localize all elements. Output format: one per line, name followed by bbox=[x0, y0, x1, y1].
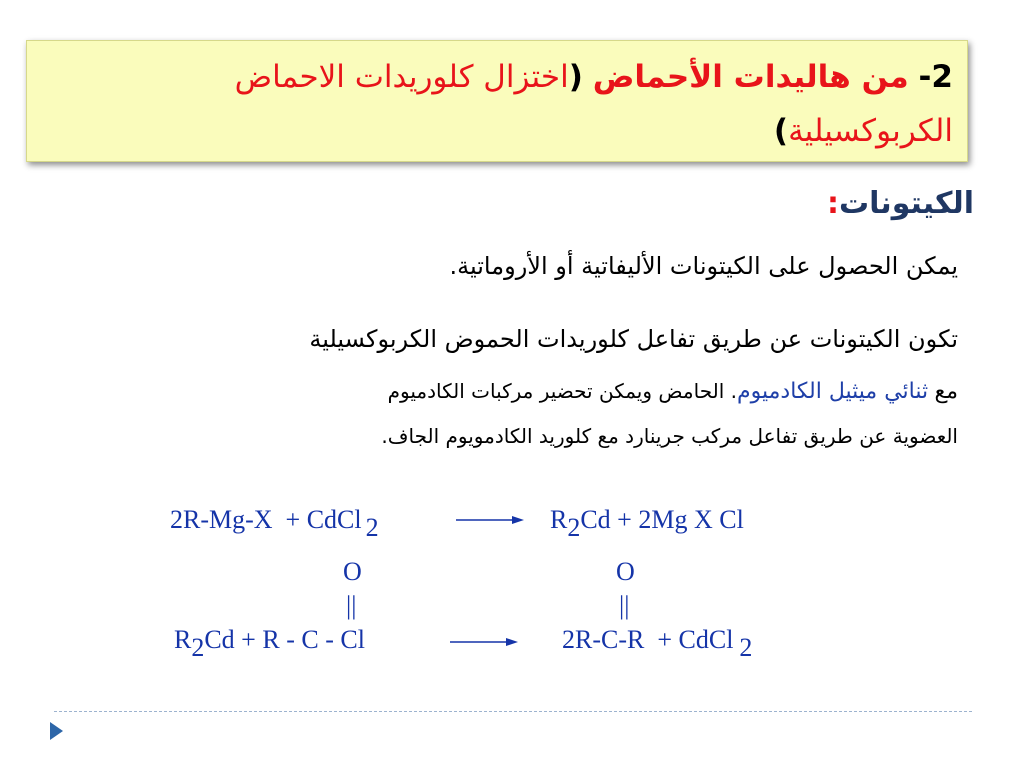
section-heading-colon: : bbox=[827, 186, 840, 221]
eq1-arrow-head bbox=[512, 516, 524, 524]
eq2-left-oxygen: O bbox=[343, 557, 362, 586]
section-heading bbox=[827, 186, 974, 221]
body-paragraph-4: العضوية عن طريق تفاعل مركب جرينارد مع كلوريد الكادمويوم الجاف. bbox=[381, 424, 958, 448]
reaction-equations bbox=[160, 490, 820, 680]
title-number: 2- bbox=[918, 59, 953, 95]
title-line1-rest: اختزال كلوريدات الاحماض bbox=[234, 59, 569, 95]
eq2-right: 2R-C-R + CdCl 2 bbox=[562, 625, 753, 662]
title-paren-close: ) bbox=[773, 113, 789, 149]
title-line-2 bbox=[774, 111, 953, 151]
eq2-right-double-bond: || bbox=[619, 591, 630, 620]
slide-title-box bbox=[26, 40, 968, 162]
title-paren-open: ( bbox=[568, 59, 583, 95]
eq2-arrow-head bbox=[506, 638, 518, 646]
title-line-1 bbox=[235, 57, 953, 97]
body-paragraph-1: يمكن الحصول على الكيتونات الأليفاتية أو الأروماتية. bbox=[449, 252, 958, 280]
eq2-left: R2Cd + R - C - Cl bbox=[174, 625, 365, 662]
triangle-right-icon bbox=[50, 722, 63, 740]
title-bold-text: من هاليدات الأحماض bbox=[592, 59, 909, 95]
p3-rest: . الحامض ويمكن تحضير مركبات الكادميوم bbox=[387, 379, 737, 403]
p3-start: مع bbox=[934, 379, 958, 404]
eq2-left-double-bond: || bbox=[346, 591, 357, 620]
eq1-right: R2Cd + 2Mg X Cl bbox=[550, 505, 744, 542]
body-paragraph-3 bbox=[388, 379, 958, 404]
eq1-left: 2R-Mg-X + CdCl 2 bbox=[170, 505, 379, 542]
title-line2-text: الكربوكسيلية bbox=[788, 113, 953, 149]
slide-divider bbox=[54, 711, 972, 712]
section-heading-text: الكيتونات bbox=[839, 186, 974, 221]
p3-highlight: ثنائي ميثيل الكادميوم bbox=[736, 379, 929, 404]
eq2-right-oxygen: O bbox=[616, 557, 635, 586]
body-paragraph-2: تكون الكيتونات عن طريق تفاعل كلوريدات الحموض الكربوكسيلية bbox=[309, 325, 958, 353]
